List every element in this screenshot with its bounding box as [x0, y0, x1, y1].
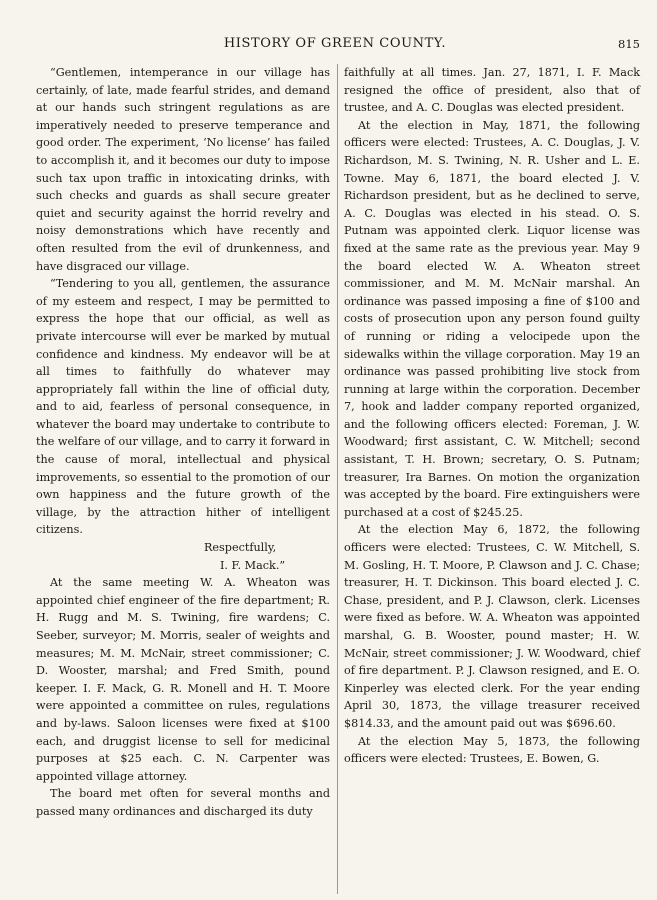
left-column: [36, 64, 330, 821]
paragraph-election-1872: At the election May 6, 1872, the following officers were elected: Trustees, C. W. Mitchell, S. M. Gosling, H. T. Moore, P. Clawson and J. C. Chase; treasurer, H. T. Dickinson. This board elected J. C. Chase, president, and P. J. Clawson, clerk. Licenses were fixed as before. W. A. Wheaton was appointed marshal, G. B. Wooster, pound master; H. W. McNair, street commissioner; J. W. Woodward, chief of fire department. P. J. Clawson resigned, and E. O. Kinperley was elected clerk. For the year ending April 30, 1873, the village treasurer received $814.33, and the amount paid out was $696.60.: [344, 523, 640, 730]
paragraph-election-1871: At the election in May, 1871, the following officers were elected: Trustees, A. C. Douglas, J. V. Richardson, M. S. Twining, N. R. Usher and L. E. Towne. May 6, 1871, the board elected J. V. Richardson president, but as he declined to serve, A. C. Douglas was elected in his stead. O. S. Putnam was appointed clerk. Liquor license was fixed at the same rate as the previous year. May 9 the board elected W. A. Wheaton street commissioner, and M. M. McNair marshal. An ordinance was passed imposing a fine of $100 and costs of prosecution upon any person found guilty of running or riding a velocipede upon the sidewalks within the village corporation. May 19 an ordinance was passed prohibiting live stock from running at large within the corporation. December 7, hook and ladder company reported organized, and the following officers elected: Foreman, J. W. Woodward; first assistant, C. W. Mitchell; second assistant, T. H. Brown; secretary, O. S. Putnam; treasurer, Ira Barnes. On motion the organization was accepted by the board. Fire extinguishers were purchased at a cost of $245.25.: [344, 118, 640, 519]
quote-paragraph-2: “Tendering to you all, gentlemen, the assurance of my esteem and respect, I may be permitted to express the hope that our official, as well as private intercourse will ever be marked by mutual confidence and kindness. My endeavor will be at all times to faithfully do whatever may appropriately fall within the line of official duty, and to aid, fearless of personal consequence, in whatever the board may undertake to contribute to the welfare of our village, and to carry it forward in the cause of moral, intellectual and physical improvements, so essential to the promotion of our own happiness and the future growth of the village, by the attraction hither of intelligent citizens.: [36, 277, 330, 537]
column-divider: [337, 64, 338, 894]
quote-paragraph-1: “Gentlemen, intemperance in our village has certainly, of late, made fearful strides, and demand at our hands such stringent regulations as are imperatively needed to preserve temperance and good order. The experiment, ‘No license’ has failed to accomplish it, and it becomes our duty to impose such tax upon traffic in intoxicating drinks, with such checks and guards as shall secure greater quiet and security against the horrid revelry and noisy demonstrations which have recently and often resulted from the evil of drunkenness, and have disgraced our village.: [36, 66, 330, 273]
letter-signature: I. F. Mack.”: [220, 558, 286, 572]
page-header: [0, 36, 657, 56]
running-title: HISTORY OF GREEN COUNTY.: [223, 36, 447, 51]
right-column: [344, 64, 640, 768]
paragraph-election-1873: At the election May 5, 1873, the following officers were elected: Trustees, E. Bowen, G.: [344, 734, 640, 766]
paragraph-board-met: The board met often for several months and passed many ordinances and discharged its duty: [36, 787, 330, 818]
letter-closing: Respectfully,: [204, 541, 277, 555]
page-number: 815: [618, 37, 640, 51]
paragraph-continued: faithfully at all times. Jan. 27, 1871, I. F. Mack resigned the office of president, also that of trustee, and A. C. Douglas was elected president.: [344, 66, 640, 115]
paragraph-appointments: At the same meeting W. A. Wheaton was appointed chief engineer of the fire department; R. H. Rugg and M. S. Twining, fire wardens; C. Seeber, surveyor; M. Morris, sealer of weights and measures; M. M. McNair, street commissioner; C. D. Wooster, marshal; and Fred Smith, pound keeper. I. F. Mack, G. R. Monell and H. T. Moore were appointed a committee on rules, regulations and by-laws. Saloon licenses were fixed at $100 each, and druggist license to sell for medicinal purposes at $25 each. C. N. Carpenter was appointed village attorney.: [36, 576, 330, 783]
